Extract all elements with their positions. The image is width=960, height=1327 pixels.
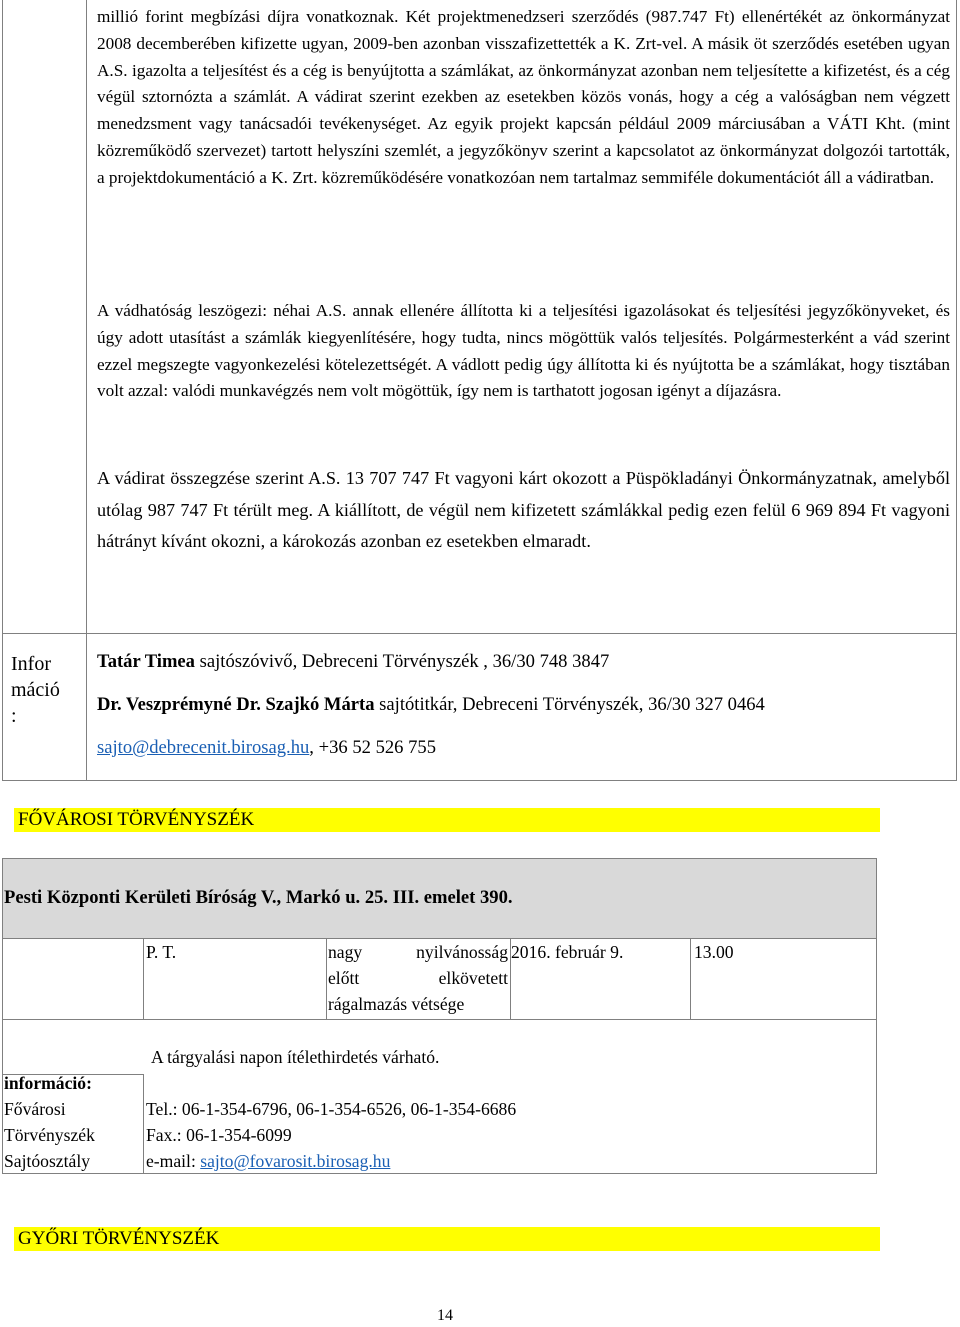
case-paragraph-3: A vádirat összegzése szerint A.S. 13 707 747 Ft vagyoni kárt okozott a Püspökladányi Önkormányzatnak, amelyből utólag 987 747 Ft térült meg. A kiállított, de végül nem kifizetett számlákkal pedig ezen felül 6 969 894 Ft vagyoni hátrányt kívánt okozni, a károkozás azonban ez esetekben elmaradt. (97, 468, 950, 551)
table2-col-divider-1 (143, 938, 144, 1020)
contact-2-name-b: Szajkó Márta (265, 694, 375, 715)
info-org-line1: Fővárosi (4, 1099, 66, 1119)
table-border-left (2, 0, 3, 781)
contact-2-details: sajtótitkár, Debreceni Törvényszék, 36/30 327 0464 (374, 694, 765, 715)
table2-border-right (876, 858, 877, 1174)
table-border-divider (86, 0, 87, 781)
info-org-line2: Törvényszék (4, 1125, 95, 1145)
table2-col-divider-4 (690, 938, 691, 1020)
case-charge-line3: rágalmazás vétsége (328, 994, 465, 1014)
table-border-right (956, 0, 957, 781)
court-heading: Pesti Központi Kerületi Bíróság V., Markó u. 25. III. emelet 390. (4, 887, 513, 908)
info-label (11, 651, 83, 729)
contact-2 (97, 694, 765, 716)
info-org-title: információ: (4, 1073, 92, 1093)
case-charge-line2: előtt elkövetett (328, 968, 508, 988)
table-border-bottom (2, 780, 957, 781)
case-date: 2016. február 9. (511, 942, 624, 962)
contact-1 (97, 651, 609, 673)
info-org-label (4, 1070, 142, 1174)
info-email-link[interactable]: sajto@fovarosit.birosag.hu (200, 1151, 391, 1171)
info-org-line3: Sajtóosztály (4, 1151, 91, 1171)
info-label-line2: máció (11, 679, 60, 701)
contact-1-details: sajtószóvivő, Debreceni Törvényszék , 36/30 748 3847 (194, 651, 610, 672)
contact-phone: , +36 52 526 755 (309, 737, 436, 758)
table2-row-divider-2 (2, 1019, 877, 1020)
info-email-row (146, 1148, 516, 1174)
section-banner-fovarosi: FŐVÁROSI TÖRVÉNYSZÉK (14, 808, 880, 832)
page-number: 14 (437, 1307, 453, 1324)
section-banner-gyori: GYŐRI TÖRVÉNYSZÉK (14, 1227, 880, 1251)
table2-border-left (2, 858, 3, 1174)
contact-email-link[interactable]: sajto@debrecenit.birosag.hu (97, 737, 310, 758)
case-charge (328, 939, 508, 1017)
table2-col-divider-2 (326, 938, 327, 1020)
contact-email-row (97, 737, 436, 759)
table2-border-top (2, 858, 877, 859)
case-paragraph-2: A vádhatóság leszögezi: néhai A.S. annak ellenére állította ki a teljesítési igazolásokat és teljesítési jegyzőkönyveket, és úgy adott utasítást a számlák kiegyenlítésére, hogy tudta, nincs mögöttük valós teljesítés. Polgármesterként a vád szerint ezzel megszegte vagyonkezelési kötelezettségét. A vádlott pedig úgy állította ki és nyújtotta be a számlákat, hogy tisztában volt azzal: valódi munkavégzés nem volt mögöttük, így nem is tarthatott jogosan igényt a díjazásra. (97, 301, 950, 401)
case-paragraph-1: millió forint megbízási díjra vonatkoznak. Két projektmenedzseri szerződés (987.747 Ft) ellenértékét az önkormányzat 2008 decemberében kifizette ugyan, 2009-ben azonban visszafizettették a K. Zrt-vel. A másik öt szerződés esetében ugyan A.S. igazolta a teljesítést és a cég is benyújtotta a számlákat, az önkormányzat azonban nem teljesítette a kifizetést, és a cég végül sztornózta a számlát. A vádirat szerint ezekben az esetekben közös vonás, hogy a cég a valóságban nem végzett menedzsment vagy tanácsadói tevékenységet. Az egyik projekt kapcsán például 2009 márciusában a VÁTI Kht. (mint közreműködő szervezet) tartott helyszíni szemlét, a jegyzőkönyv szerint a kapcsolatot az önkormányzat dolgozói tartották, a projektdokumentáció a K. Zrt. közreműködésére vonatkozóan nem tartalmaz semmiféle dokumentációt áll a vádiratban. (97, 7, 950, 187)
contact-1-name: Tatár Timea (97, 651, 195, 672)
verdict-note: A tárgyalási napon ítélethirdetés várható. (151, 1047, 440, 1067)
table2-col-divider-1b (143, 1074, 144, 1174)
info-tel: Tel.: 06-1-354-6796, 06-1-354-6526, 06-1-354-6686 (146, 1099, 517, 1119)
info-label-line3: : (11, 705, 17, 727)
info-email-label: e-mail: (146, 1151, 201, 1171)
contact-2-name-a: Dr. Veszprémyné Dr. (97, 694, 266, 715)
info-contacts (146, 1096, 516, 1174)
case-charge-line1: nagy nyilvánosság (328, 942, 508, 962)
info-label-line1: Infor (11, 653, 51, 675)
info-fax: Fax.: 06-1-354-6099 (146, 1125, 292, 1145)
case-initials: P. T. (146, 942, 177, 962)
table-row-divider (2, 633, 957, 634)
case-time: 13.00 (694, 942, 734, 962)
